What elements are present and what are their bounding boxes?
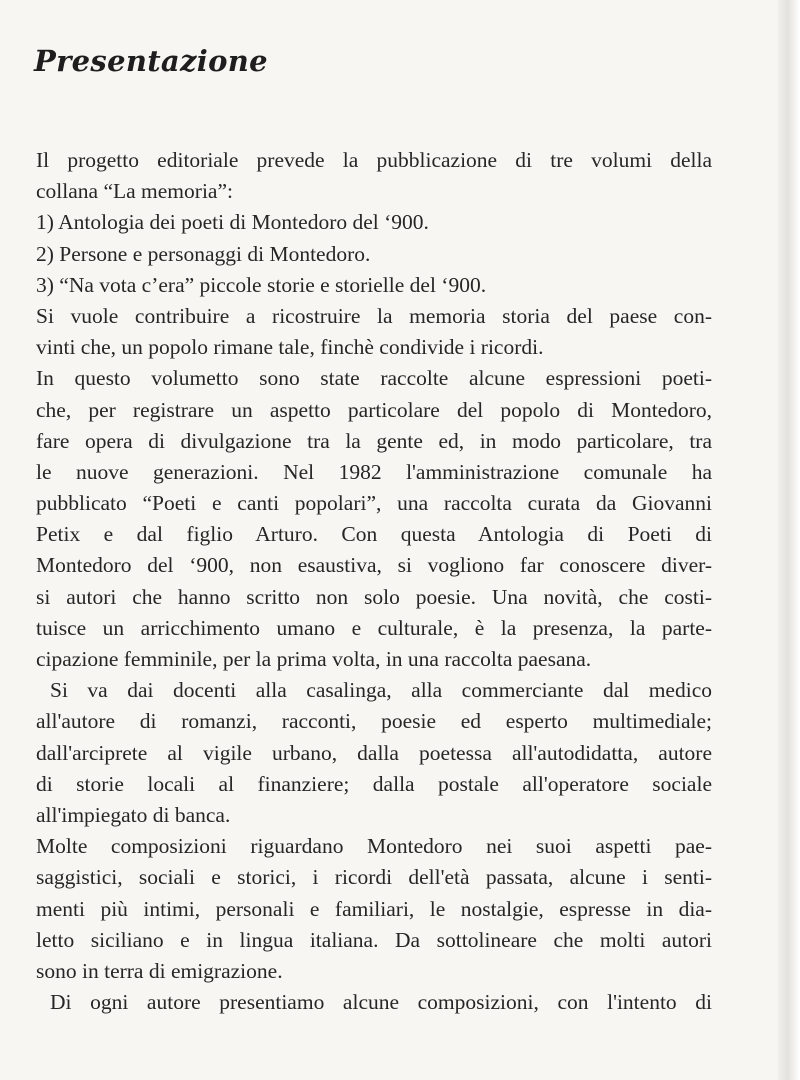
text-line: pubblicato “Poeti e canti popolari”, una raccolta curata da Giovanni bbox=[36, 491, 712, 516]
page-title: Presentazione bbox=[34, 44, 268, 78]
text-line: saggistici, sociali e storici, i ricordi dell'età passata, alcune i senti- bbox=[36, 865, 712, 890]
text-line: collana “La memoria”: bbox=[36, 179, 233, 204]
text-line: Petix e dal figlio Arturo. Con questa Antologia di Poeti di bbox=[36, 522, 712, 547]
text-line: sono in terra di emigrazione. bbox=[36, 958, 283, 983]
text-line: tuisce un arricchimento umano e culturale, è la presenza, la parte- bbox=[36, 615, 712, 640]
text-line: 3) “Na vota c’era” piccole storie e storielle del ‘900. bbox=[36, 272, 487, 297]
text-line: 2) Persone e personaggi di Montedoro. bbox=[36, 241, 371, 266]
text-line: all'impiegato di banca. bbox=[36, 802, 231, 827]
text-line: menti più intimi, personali e familiari, le nostalgie, espresse in dia- bbox=[36, 896, 712, 921]
text-line: Il progetto editoriale prevede la pubblicazione di tre volumi della bbox=[36, 148, 712, 172]
text-line: Di ogni autore presentiamo alcune composizioni, con l'intento di bbox=[50, 990, 712, 1015]
text-line: cipazione femminile, per la prima volta, in una raccolta paesana. bbox=[36, 647, 592, 671]
text-line: 1) Antologia dei poeti di Montedoro del ‘900. bbox=[36, 210, 429, 235]
text-line: dall'arciprete al vigile urbano, dalla poetessa all'autodidatta, autore bbox=[36, 740, 712, 765]
text-line: Si va dai docenti alla casalinga, alla commerciante dal medico bbox=[50, 678, 712, 703]
text-line: Si vuole contribuire a ricostruire la memoria storia del paese con- bbox=[36, 303, 712, 328]
text-line: di storie locali al finanziere; dalla postale all'operatore sociale bbox=[36, 771, 712, 796]
text-line: si autori che hanno scritto non solo poesie. Una novità, che costi- bbox=[36, 584, 712, 609]
text-line: Molte composizioni riguardano Montedoro nei suoi aspetti pae- bbox=[36, 834, 712, 859]
text-line: letto siciliano e in lingua italiana. Da sottolineare che molti autori bbox=[36, 927, 712, 952]
text-line: le nuove generazioni. Nel 1982 l'amministrazione comunale ha bbox=[36, 459, 712, 484]
text-line: che, per registrare un aspetto particolare del popolo di Montedoro, bbox=[36, 397, 712, 422]
text-line: fare opera di divulgazione tra la gente ed, in modo particolare, tra bbox=[36, 428, 712, 453]
text-line: vinti che, un popolo rimane tale, finchè condivide i ricordi. bbox=[36, 335, 544, 360]
body-text bbox=[36, 145, 712, 1018]
text-line: all'autore di romanzi, racconti, poesie ed esperto multimediale; bbox=[36, 709, 712, 734]
page-edge bbox=[778, 0, 800, 1080]
text-line: In questo volumetto sono state raccolte alcune espressioni poeti- bbox=[36, 366, 712, 391]
text-line: Montedoro del ‘900, non esaustiva, si vogliono far conoscere diver- bbox=[36, 553, 712, 578]
